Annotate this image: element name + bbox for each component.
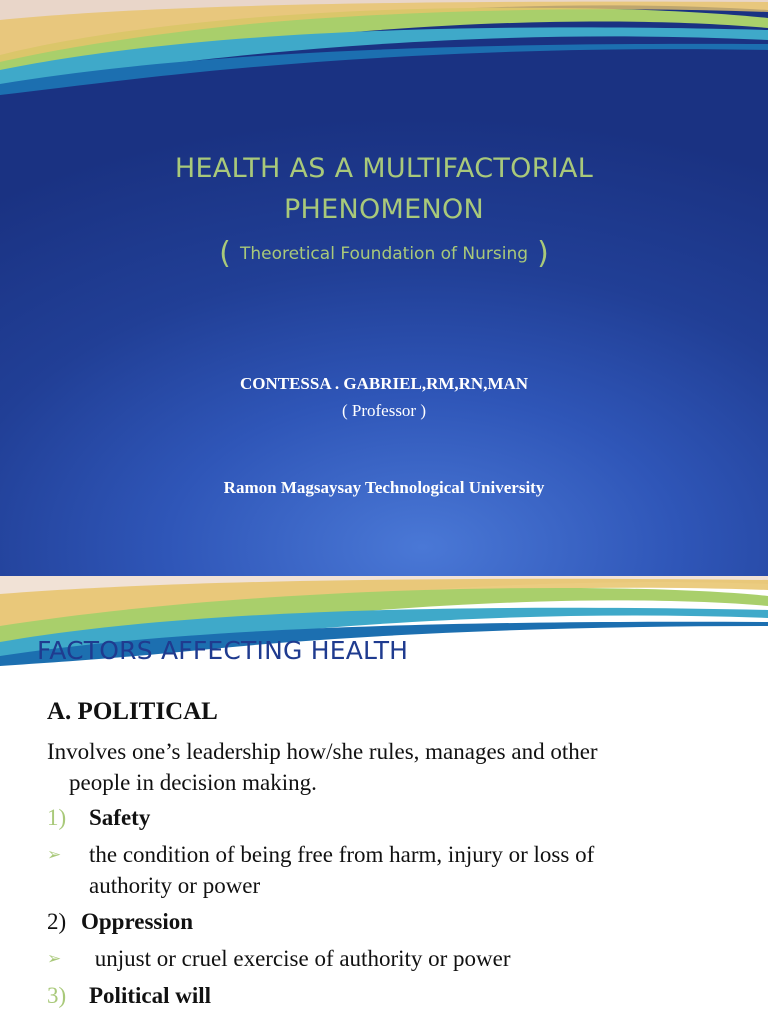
list-item-political-will xyxy=(47,980,211,1011)
list-item-safety xyxy=(47,802,150,833)
arrow-bullet-icon: ➢ xyxy=(47,845,62,864)
university-name: Ramon Magsaysay Technological University xyxy=(223,478,545,497)
author-name: CONTESSA . GABRIEL,RM,RN,MAN xyxy=(239,374,529,393)
subtitle-close-paren: ) xyxy=(537,236,549,271)
list-number: 3) xyxy=(47,983,67,1008)
list-item-oppression xyxy=(47,906,193,937)
list-label: Safety xyxy=(89,805,151,830)
section-description xyxy=(47,736,737,798)
decorative-swoosh-top xyxy=(0,0,768,95)
bullet-line-1: the condition of being free from harm, injury or loss of xyxy=(89,842,595,867)
arrow-bullet-icon: ➢ xyxy=(47,949,62,968)
content-slide xyxy=(0,576,768,1024)
list-label: Political will xyxy=(89,983,212,1008)
title-line-1: HEALTH AS A MULTIFACTORIAL xyxy=(174,153,594,184)
slide-title xyxy=(0,148,768,230)
subtitle-text: Theoretical Foundation of Nursing xyxy=(239,243,529,264)
list-number: 2) xyxy=(47,909,67,934)
author-role: ( Professor ) xyxy=(341,401,427,420)
list-label: Oppression xyxy=(81,909,194,934)
description-line-2: people in decision making. xyxy=(69,770,317,795)
bullet-safety xyxy=(47,839,737,901)
title-line-2: PHENOMENON xyxy=(283,194,485,225)
description-line-1: Involves one’s leadership how/she rules, manages and other xyxy=(47,739,598,764)
subtitle-open-paren: ( xyxy=(219,236,231,271)
slide-heading: FACTORS AFFECTING HEALTH xyxy=(37,636,409,665)
section-title: A. POLITICAL xyxy=(47,698,218,725)
bullet-line-2: authority or power xyxy=(89,873,261,898)
slide-subtitle xyxy=(0,236,768,271)
bullet-oppression xyxy=(47,943,737,974)
bullet-line-1: unjust or cruel exercise of authority or power xyxy=(89,946,511,971)
list-number: 1) xyxy=(47,805,67,830)
